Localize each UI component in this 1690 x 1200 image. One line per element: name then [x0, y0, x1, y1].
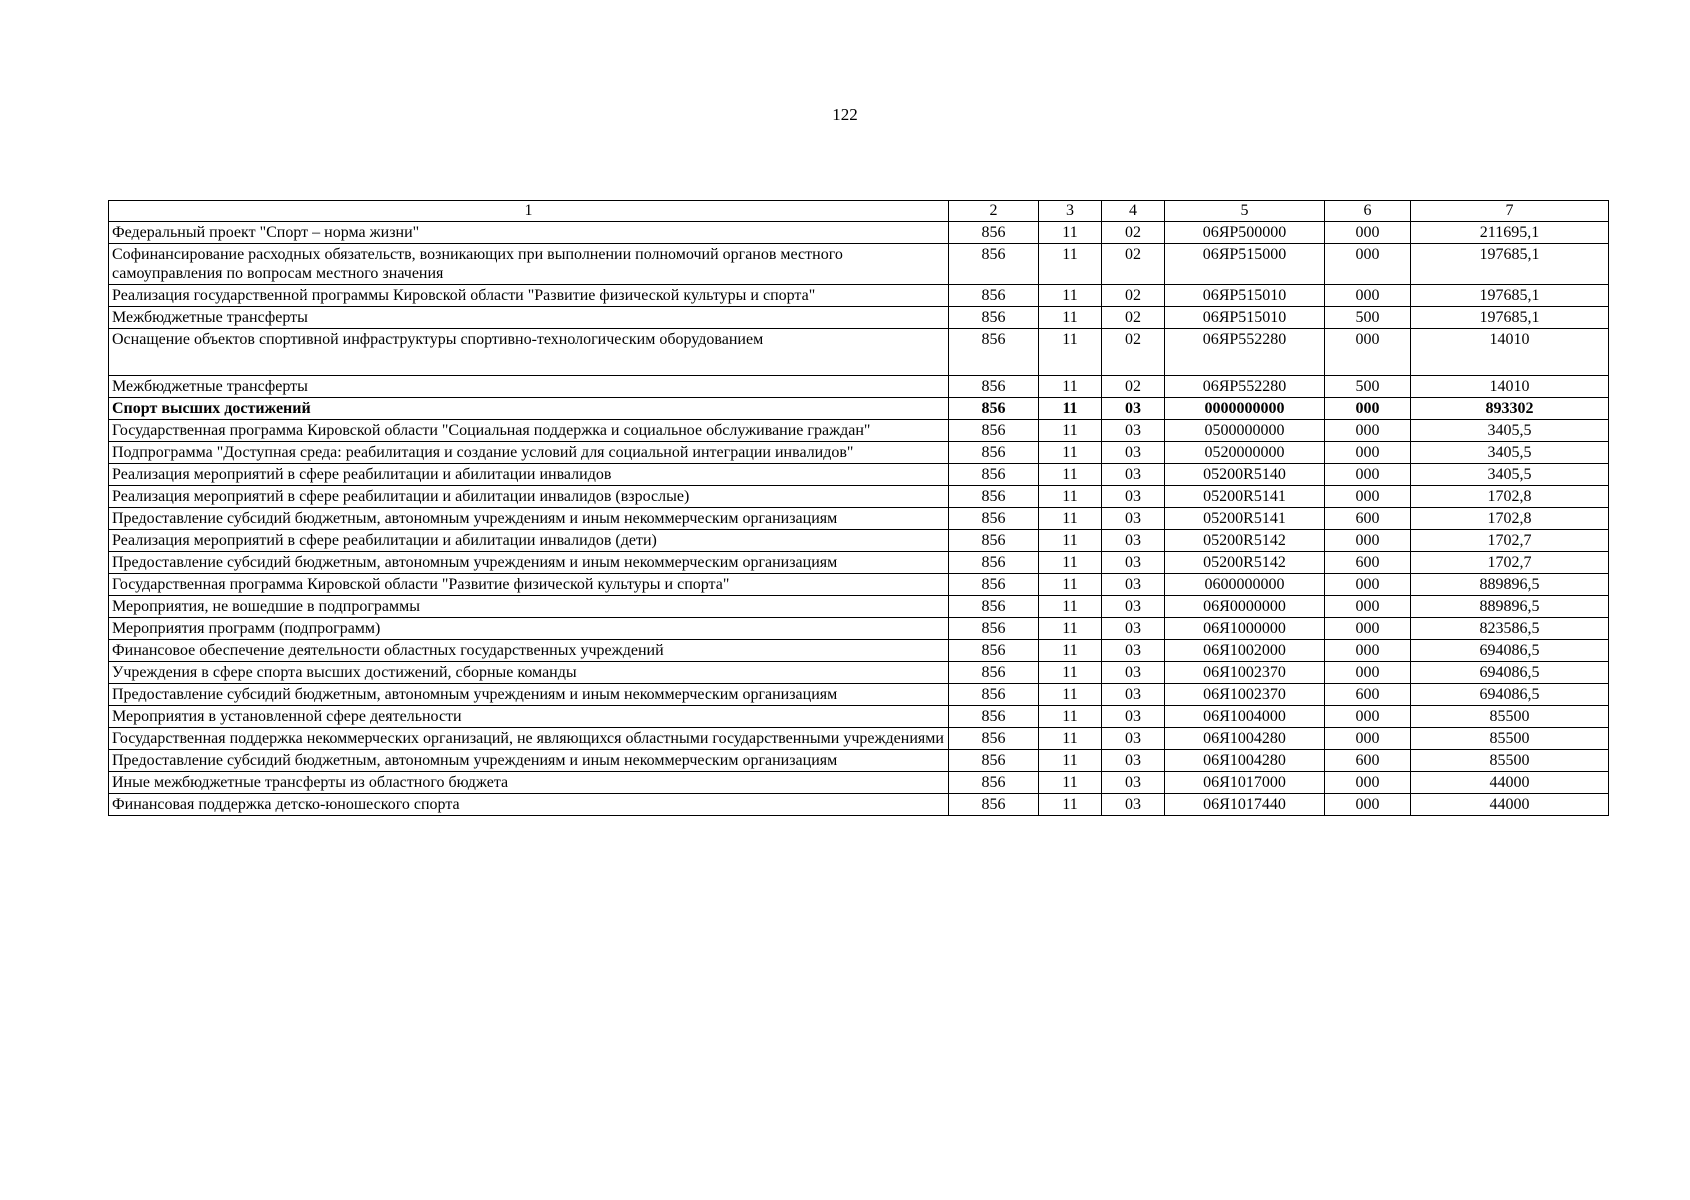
cell-admin-code: 856 — [949, 618, 1039, 640]
cell-target-item: 06Я1017000 — [1165, 772, 1325, 794]
cell-amount: 197685,1 — [1411, 307, 1609, 329]
cell-amount: 85500 — [1411, 750, 1609, 772]
cell-target-item: 06Я1004000 — [1165, 706, 1325, 728]
table-row — [109, 442, 1609, 464]
table-row — [109, 329, 1609, 376]
cell-subsection: 03 — [1102, 750, 1165, 772]
cell-name: Предоставление субсидий бюджетным, автономным учреждениям и иным некоммерческим организациям — [109, 508, 949, 530]
cell-subsection: 03 — [1102, 772, 1165, 794]
cell-amount: 3405,5 — [1411, 442, 1609, 464]
cell-expense-type: 000 — [1325, 662, 1411, 684]
cell-admin-code: 856 — [949, 662, 1039, 684]
cell-amount: 3405,5 — [1411, 464, 1609, 486]
cell-admin-code: 856 — [949, 244, 1039, 285]
cell-admin-code: 856 — [949, 706, 1039, 728]
cell-name: Спорт высших достижений — [109, 398, 949, 420]
cell-target-item: 06Я1017440 — [1165, 794, 1325, 816]
cell-subsection: 03 — [1102, 640, 1165, 662]
cell-name: Предоставление субсидий бюджетным, автономным учреждениям и иным некоммерческим организациям — [109, 750, 949, 772]
cell-expense-type: 500 — [1325, 376, 1411, 398]
cell-subsection: 03 — [1102, 442, 1165, 464]
col-header-6: 6 — [1325, 201, 1411, 222]
cell-expense-type: 600 — [1325, 684, 1411, 706]
cell-expense-type: 000 — [1325, 398, 1411, 420]
cell-amount: 889896,5 — [1411, 574, 1609, 596]
cell-target-item: 06Я1002370 — [1165, 662, 1325, 684]
col-header-7: 7 — [1411, 201, 1609, 222]
cell-amount: 85500 — [1411, 706, 1609, 728]
cell-amount: 14010 — [1411, 329, 1609, 376]
cell-amount: 44000 — [1411, 794, 1609, 816]
cell-name: Предоставление субсидий бюджетным, автономным учреждениям и иным некоммерческим организациям — [109, 552, 949, 574]
table-row — [109, 772, 1609, 794]
cell-admin-code: 856 — [949, 464, 1039, 486]
cell-admin-code: 856 — [949, 772, 1039, 794]
cell-target-item: 06Я1004280 — [1165, 750, 1325, 772]
cell-subsection: 03 — [1102, 420, 1165, 442]
cell-target-item: 06ЯР552280 — [1165, 329, 1325, 376]
cell-name: Оснащение объектов спортивной инфраструктуры спортивно-технологическим оборудованием — [109, 329, 949, 376]
cell-admin-code: 856 — [949, 684, 1039, 706]
cell-expense-type: 000 — [1325, 329, 1411, 376]
col-header-4: 4 — [1102, 201, 1165, 222]
cell-section: 11 — [1039, 684, 1102, 706]
cell-expense-type: 000 — [1325, 706, 1411, 728]
cell-target-item: 05200R5142 — [1165, 552, 1325, 574]
cell-subsection: 02 — [1102, 222, 1165, 244]
cell-admin-code: 856 — [949, 552, 1039, 574]
cell-target-item: 05200R5141 — [1165, 508, 1325, 530]
cell-amount: 3405,5 — [1411, 420, 1609, 442]
col-header-3: 3 — [1039, 201, 1102, 222]
cell-subsection: 03 — [1102, 574, 1165, 596]
cell-admin-code: 856 — [949, 307, 1039, 329]
table-row — [109, 222, 1609, 244]
cell-target-item: 0000000000 — [1165, 398, 1325, 420]
cell-name: Государственная поддержка некоммерческих организаций, не являющихся областными государственными учреждениями — [109, 728, 949, 750]
cell-name: Предоставление субсидий бюджетным, автономным учреждениям и иным некоммерческим организациям — [109, 684, 949, 706]
cell-subsection: 02 — [1102, 329, 1165, 376]
table-row — [109, 750, 1609, 772]
cell-expense-type: 600 — [1325, 552, 1411, 574]
cell-name: Межбюджетные трансферты — [109, 307, 949, 329]
cell-amount: 1702,8 — [1411, 486, 1609, 508]
cell-admin-code: 856 — [949, 222, 1039, 244]
table-row — [109, 662, 1609, 684]
cell-section: 11 — [1039, 596, 1102, 618]
cell-name: Мероприятия в установленной сфере деятельности — [109, 706, 949, 728]
cell-expense-type: 000 — [1325, 530, 1411, 552]
cell-expense-type: 000 — [1325, 772, 1411, 794]
table-row — [109, 508, 1609, 530]
cell-section: 11 — [1039, 244, 1102, 285]
table-row — [109, 618, 1609, 640]
cell-subsection: 03 — [1102, 508, 1165, 530]
cell-section: 11 — [1039, 706, 1102, 728]
cell-admin-code: 856 — [949, 442, 1039, 464]
cell-section: 11 — [1039, 307, 1102, 329]
cell-name: Софинансирование расходных обязательств, возникающих при выполнении полномочий органов местного самоуправления по вопросам местного значения — [109, 244, 949, 285]
cell-name: Финансовое обеспечение деятельности областных государственных учреждений — [109, 640, 949, 662]
cell-subsection: 03 — [1102, 618, 1165, 640]
cell-expense-type: 600 — [1325, 508, 1411, 530]
cell-section: 11 — [1039, 442, 1102, 464]
cell-expense-type: 000 — [1325, 728, 1411, 750]
cell-name: Реализация мероприятий в сфере реабилитации и абилитации инвалидов — [109, 464, 949, 486]
cell-section: 11 — [1039, 772, 1102, 794]
cell-expense-type: 000 — [1325, 618, 1411, 640]
cell-target-item: 06Я1004280 — [1165, 728, 1325, 750]
cell-section: 11 — [1039, 728, 1102, 750]
cell-amount: 1702,8 — [1411, 508, 1609, 530]
cell-target-item: 05200R5142 — [1165, 530, 1325, 552]
col-header-5: 5 — [1165, 201, 1325, 222]
table-row — [109, 376, 1609, 398]
cell-target-item: 06Я1002000 — [1165, 640, 1325, 662]
cell-admin-code: 856 — [949, 530, 1039, 552]
cell-section: 11 — [1039, 285, 1102, 307]
cell-admin-code: 856 — [949, 486, 1039, 508]
cell-name: Федеральный проект "Спорт – норма жизни" — [109, 222, 949, 244]
cell-target-item: 06Я1000000 — [1165, 618, 1325, 640]
cell-section: 11 — [1039, 329, 1102, 376]
cell-target-item: 06Я1002370 — [1165, 684, 1325, 706]
cell-subsection: 02 — [1102, 244, 1165, 285]
cell-amount: 44000 — [1411, 772, 1609, 794]
table-row — [109, 706, 1609, 728]
cell-target-item: 06ЯР500000 — [1165, 222, 1325, 244]
cell-admin-code: 856 — [949, 750, 1039, 772]
cell-target-item: 06ЯР515010 — [1165, 285, 1325, 307]
cell-amount: 694086,5 — [1411, 684, 1609, 706]
cell-subsection: 03 — [1102, 794, 1165, 816]
table-row — [109, 244, 1609, 285]
cell-name: Государственная программа Кировской области "Социальная поддержка и социальное обслуживание граждан" — [109, 420, 949, 442]
cell-section: 11 — [1039, 640, 1102, 662]
cell-target-item: 06ЯР515010 — [1165, 307, 1325, 329]
table-row — [109, 794, 1609, 816]
cell-admin-code: 856 — [949, 285, 1039, 307]
cell-name: Реализация мероприятий в сфере реабилитации и абилитации инвалидов (дети) — [109, 530, 949, 552]
cell-amount: 694086,5 — [1411, 640, 1609, 662]
cell-expense-type: 000 — [1325, 222, 1411, 244]
header-row — [109, 201, 1609, 222]
cell-target-item: 0520000000 — [1165, 442, 1325, 464]
cell-section: 11 — [1039, 376, 1102, 398]
cell-subsection: 02 — [1102, 307, 1165, 329]
cell-amount: 1702,7 — [1411, 552, 1609, 574]
budget-table — [108, 200, 1609, 816]
cell-amount: 893302 — [1411, 398, 1609, 420]
cell-name: Учреждения в сфере спорта высших достижений, сборные команды — [109, 662, 949, 684]
cell-subsection: 02 — [1102, 376, 1165, 398]
cell-name: Межбюджетные трансферты — [109, 376, 949, 398]
cell-subsection: 03 — [1102, 596, 1165, 618]
cell-subsection: 03 — [1102, 530, 1165, 552]
cell-name: Иные межбюджетные трансферты из областного бюджета — [109, 772, 949, 794]
cell-subsection: 02 — [1102, 285, 1165, 307]
table-row — [109, 574, 1609, 596]
cell-section: 11 — [1039, 464, 1102, 486]
cell-subsection: 03 — [1102, 464, 1165, 486]
cell-target-item: 05200R5140 — [1165, 464, 1325, 486]
cell-section: 11 — [1039, 486, 1102, 508]
cell-amount: 197685,1 — [1411, 285, 1609, 307]
cell-amount: 823586,5 — [1411, 618, 1609, 640]
cell-expense-type: 000 — [1325, 285, 1411, 307]
cell-expense-type: 000 — [1325, 486, 1411, 508]
cell-section: 11 — [1039, 662, 1102, 684]
cell-amount: 211695,1 — [1411, 222, 1609, 244]
cell-section: 11 — [1039, 508, 1102, 530]
cell-admin-code: 856 — [949, 420, 1039, 442]
cell-section: 11 — [1039, 750, 1102, 772]
cell-target-item: 0500000000 — [1165, 420, 1325, 442]
cell-expense-type: 000 — [1325, 794, 1411, 816]
cell-section: 11 — [1039, 552, 1102, 574]
cell-expense-type: 000 — [1325, 442, 1411, 464]
cell-admin-code: 856 — [949, 508, 1039, 530]
table-row — [109, 728, 1609, 750]
table-row — [109, 552, 1609, 574]
table-row — [109, 530, 1609, 552]
page-number: 122 — [832, 105, 858, 124]
cell-admin-code: 856 — [949, 596, 1039, 618]
cell-admin-code: 856 — [949, 376, 1039, 398]
cell-admin-code: 856 — [949, 574, 1039, 596]
cell-amount: 85500 — [1411, 728, 1609, 750]
cell-name: Государственная программа Кировской области "Развитие физической культуры и спорта" — [109, 574, 949, 596]
cell-subsection: 03 — [1102, 398, 1165, 420]
cell-amount: 889896,5 — [1411, 596, 1609, 618]
cell-expense-type: 000 — [1325, 464, 1411, 486]
cell-admin-code: 856 — [949, 640, 1039, 662]
cell-expense-type: 000 — [1325, 244, 1411, 285]
table-row — [109, 398, 1609, 420]
cell-subsection: 03 — [1102, 706, 1165, 728]
table-row — [109, 420, 1609, 442]
cell-section: 11 — [1039, 574, 1102, 596]
cell-subsection: 03 — [1102, 486, 1165, 508]
cell-expense-type: 000 — [1325, 574, 1411, 596]
table-row — [109, 307, 1609, 329]
cell-subsection: 03 — [1102, 728, 1165, 750]
cell-expense-type: 000 — [1325, 596, 1411, 618]
cell-target-item: 06Я0000000 — [1165, 596, 1325, 618]
cell-expense-type: 500 — [1325, 307, 1411, 329]
cell-name: Реализация государственной программы Кировской области "Развитие физической культуры и спорта" — [109, 285, 949, 307]
cell-target-item: 05200R5141 — [1165, 486, 1325, 508]
cell-target-item: 06ЯР552280 — [1165, 376, 1325, 398]
table-row — [109, 640, 1609, 662]
cell-amount: 14010 — [1411, 376, 1609, 398]
cell-section: 11 — [1039, 398, 1102, 420]
cell-amount: 1702,7 — [1411, 530, 1609, 552]
table-row — [109, 684, 1609, 706]
cell-admin-code: 856 — [949, 728, 1039, 750]
cell-target-item: 0600000000 — [1165, 574, 1325, 596]
cell-amount: 197685,1 — [1411, 244, 1609, 285]
cell-target-item: 06ЯР515000 — [1165, 244, 1325, 285]
cell-name: Мероприятия программ (подпрограмм) — [109, 618, 949, 640]
cell-expense-type: 000 — [1325, 420, 1411, 442]
table-body — [109, 222, 1609, 816]
cell-expense-type: 600 — [1325, 750, 1411, 772]
cell-section: 11 — [1039, 794, 1102, 816]
cell-admin-code: 856 — [949, 398, 1039, 420]
table-row — [109, 596, 1609, 618]
cell-admin-code: 856 — [949, 794, 1039, 816]
cell-subsection: 03 — [1102, 552, 1165, 574]
cell-subsection: 03 — [1102, 662, 1165, 684]
table-row — [109, 285, 1609, 307]
cell-section: 11 — [1039, 420, 1102, 442]
cell-section: 11 — [1039, 530, 1102, 552]
table-row — [109, 464, 1609, 486]
cell-expense-type: 000 — [1325, 640, 1411, 662]
cell-name: Финансовая поддержка детско-юношеского спорта — [109, 794, 949, 816]
col-header-2: 2 — [949, 201, 1039, 222]
cell-section: 11 — [1039, 222, 1102, 244]
col-header-1: 1 — [109, 201, 949, 222]
cell-admin-code: 856 — [949, 329, 1039, 376]
cell-amount: 694086,5 — [1411, 662, 1609, 684]
cell-subsection: 03 — [1102, 684, 1165, 706]
cell-name: Реализация мероприятий в сфере реабилитации и абилитации инвалидов (взрослые) — [109, 486, 949, 508]
table-row — [109, 486, 1609, 508]
cell-name: Подпрограмма "Доступная среда: реабилитация и создание условий для социальной интеграции инвалидов" — [109, 442, 949, 464]
cell-section: 11 — [1039, 618, 1102, 640]
cell-name: Мероприятия, не вошедшие в подпрограммы — [109, 596, 949, 618]
